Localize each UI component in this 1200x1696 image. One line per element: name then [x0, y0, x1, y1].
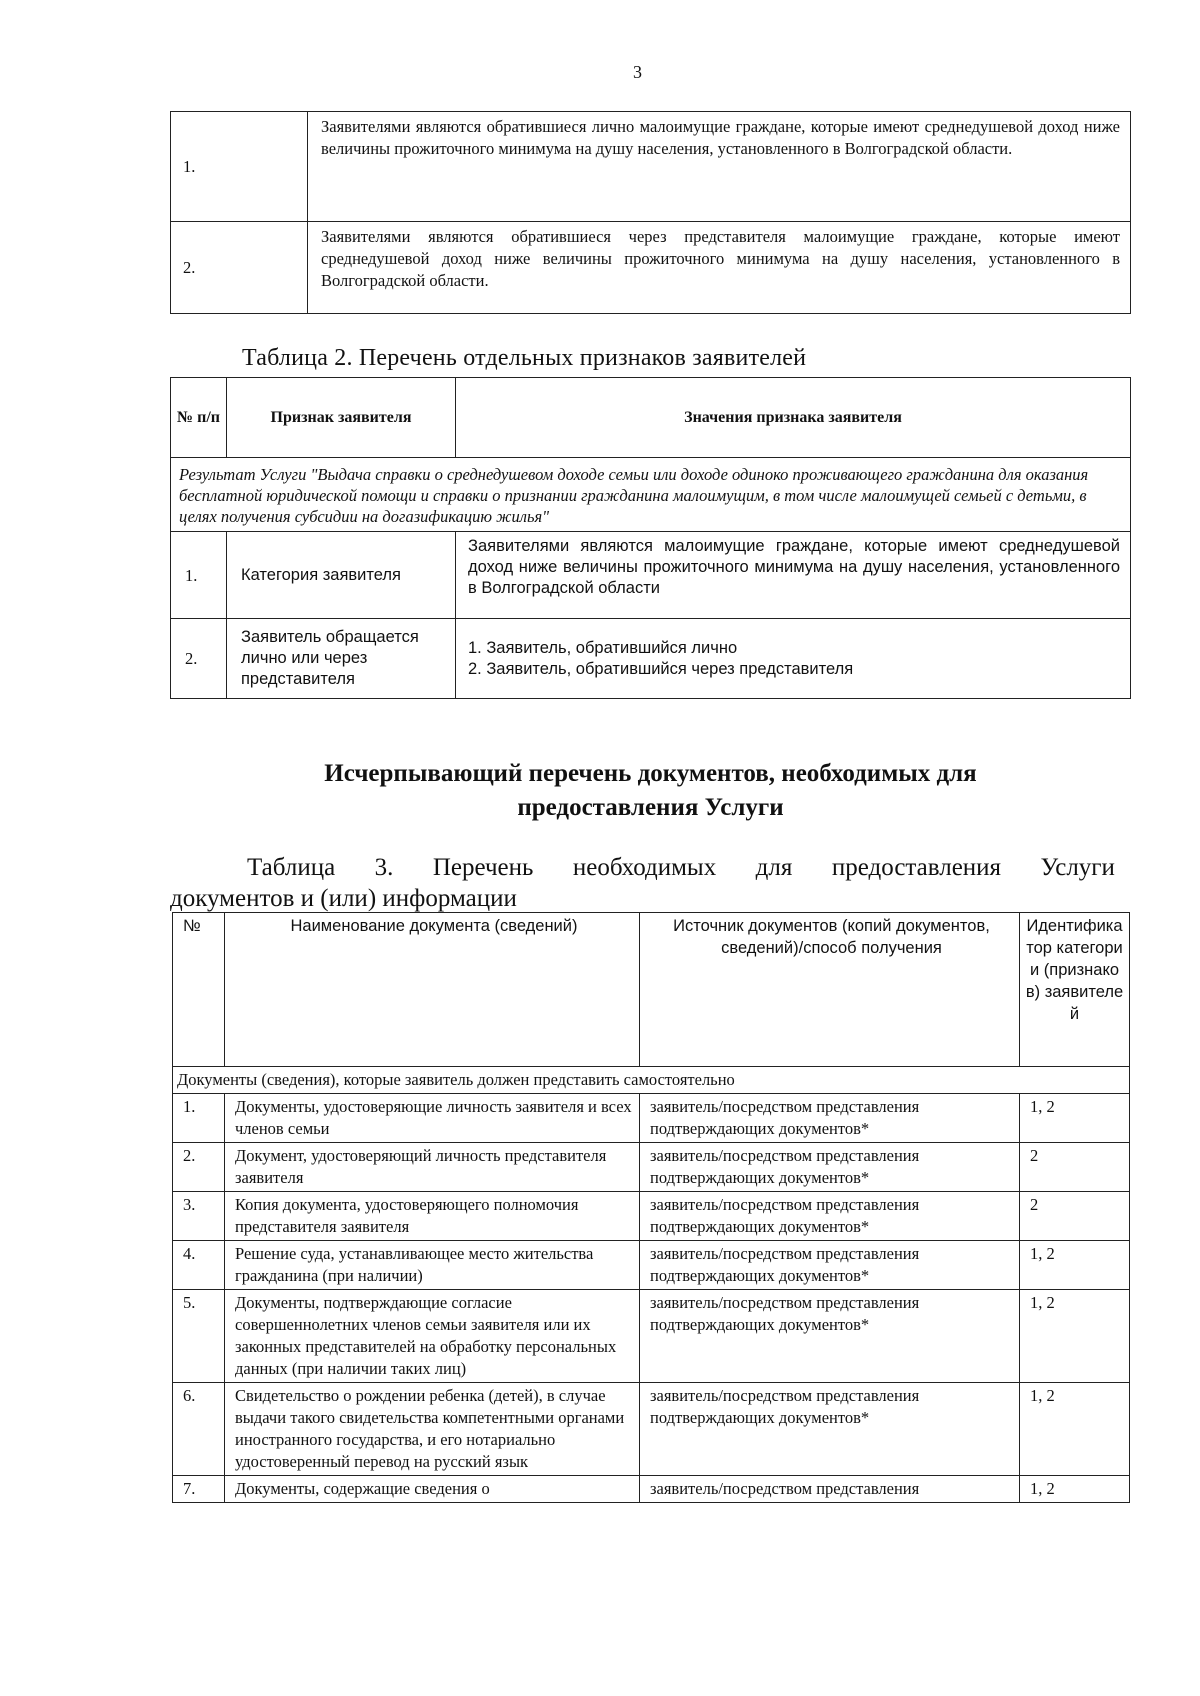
- table-row: [171, 619, 1131, 699]
- row-id: 1, 2: [1020, 1476, 1130, 1503]
- table-row: [171, 532, 1131, 619]
- table-row: [173, 1383, 1130, 1476]
- row-number: 2.: [171, 619, 227, 699]
- row-name: Свидетельство о рождении ребенка (детей), в случае выдачи такого свидетельства компетентными органами иностранного государства, и его нотариально удостоверенный перевод на русский язык: [225, 1383, 640, 1476]
- row-sign: Категория заявителя: [227, 532, 456, 619]
- section-heading: [170, 757, 1131, 825]
- caption-line-2: документов и (или) информации: [170, 885, 517, 912]
- caption-word: 3.: [374, 854, 394, 881]
- row-source: заявитель/посредством представления: [640, 1476, 1020, 1503]
- row-value-2: 2. Заявитель, обратившийся через представителя: [468, 659, 854, 678]
- row-number: 3.: [173, 1192, 225, 1241]
- header-num: № п/п: [171, 378, 227, 458]
- row-number: 1.: [171, 532, 227, 619]
- caption-word: для: [755, 854, 793, 881]
- result-row: [171, 458, 1131, 532]
- row-id: 1, 2: [1020, 1094, 1130, 1143]
- table-header-row: [171, 378, 1131, 458]
- table-row: [171, 222, 1131, 314]
- row-id: 1, 2: [1020, 1290, 1130, 1383]
- row-value: [456, 619, 1131, 699]
- header-id: Идентификатор категории (признаков) заявителей: [1020, 913, 1130, 1067]
- heading-line-1: Исчерпывающий перечень документов, необходимых для: [324, 760, 977, 787]
- section-title: Документы (сведения), которые заявитель должен представить самостоятельно: [173, 1067, 1130, 1094]
- header-name: Наименование документа (сведений): [225, 913, 640, 1067]
- row-number: 7.: [173, 1476, 225, 1503]
- row-name: Решение суда, устанавливающее место жительства гражданина (при наличии): [225, 1241, 640, 1290]
- table-row: [171, 112, 1131, 222]
- table-row: [173, 1143, 1130, 1192]
- caption-word: предоставления: [831, 854, 1002, 881]
- row-id: 1, 2: [1020, 1241, 1130, 1290]
- row-source: заявитель/посредством представления подтверждающих документов*: [640, 1241, 1020, 1290]
- row-source: заявитель/посредством представления подтверждающих документов*: [640, 1094, 1020, 1143]
- row-id: 2: [1020, 1143, 1130, 1192]
- row-name: Документы, содержащие сведения о: [225, 1476, 640, 1503]
- row-number: 1.: [171, 112, 308, 222]
- row-number: 6.: [173, 1383, 225, 1476]
- row-number: 2.: [173, 1143, 225, 1192]
- row-source: заявитель/посредством представления подтверждающих документов*: [640, 1143, 1020, 1192]
- applicants-table: [170, 111, 1131, 314]
- header-num: №: [173, 913, 225, 1067]
- row-name: Документы, удостоверяющие личность заявителя и всех членов семьи: [225, 1094, 640, 1143]
- heading-line-2: предоставления Услуги: [517, 794, 784, 821]
- documents-table: [172, 912, 1130, 1503]
- row-text: Заявителями являются обратившиеся через представителя малоимущие граждане, которые имеют среднедушевой доход ниже величины прожиточного минимума на душу населения, установленного в Волгоградской области.: [308, 222, 1131, 314]
- table3-caption: [170, 852, 1115, 914]
- row-number: 4.: [173, 1241, 225, 1290]
- section-row: [173, 1067, 1130, 1094]
- row-name: Документ, удостоверяющий личность представителя заявителя: [225, 1143, 640, 1192]
- caption-word: Услуги: [1040, 854, 1115, 881]
- table2-caption: Таблица 2. Перечень отдельных признаков заявителей: [242, 345, 807, 371]
- header-values: Значения признака заявителя: [456, 378, 1131, 458]
- row-value: [456, 532, 1131, 619]
- row-number: 5.: [173, 1290, 225, 1383]
- row-sign: Заявитель обращается лично или через представителя: [227, 619, 456, 699]
- caption-word: Таблица: [247, 854, 336, 881]
- table-header-row: [173, 913, 1130, 1067]
- row-source: заявитель/посредством представления подтверждающих документов*: [640, 1290, 1020, 1383]
- row-value-1: 1. Заявитель, обратившийся лично: [468, 638, 738, 657]
- row-source: заявитель/посредством представления подтверждающих документов*: [640, 1192, 1020, 1241]
- table-row: [173, 1241, 1130, 1290]
- table-row: [173, 1192, 1130, 1241]
- service-result: Результат Услуги "Выдача справки о среднедушевом доходе семьи или доходе одиноко проживающего гражданина для оказания бесплатной юридической помощи и справки о признании гражданина малоимущим, в том числе малоимущей семьей с детьми, в целях получения субсидии на догазификацию жилья": [171, 458, 1131, 532]
- header-sign: Признак заявителя: [227, 378, 456, 458]
- row-number: 1.: [173, 1094, 225, 1143]
- row-source: заявитель/посредством представления подтверждающих документов*: [640, 1383, 1020, 1476]
- caption-word: Перечень: [432, 854, 534, 881]
- row-number: 2.: [171, 222, 308, 314]
- row-id: 2: [1020, 1192, 1130, 1241]
- header-source: Источник документов (копий документов, сведений)/способ получения: [640, 913, 1020, 1067]
- table-row: [173, 1290, 1130, 1383]
- table-row: [173, 1476, 1130, 1503]
- applicant-signs-table: [170, 377, 1131, 699]
- row-name: Документы, подтверждающие согласие совершеннолетних членов семьи заявителя или их законных представителей на обработку персональных данных (при наличии таких лиц): [225, 1290, 640, 1383]
- row-id: 1, 2: [1020, 1383, 1130, 1476]
- row-name: Копия документа, удостоверяющего полномочия представителя заявителя: [225, 1192, 640, 1241]
- caption-word: необходимых: [572, 854, 717, 881]
- row-text: Заявителями являются обратившиеся лично малоимущие граждане, которые имеют среднедушевой доход ниже величины прожиточного минимума на душу населения, установленного в Волгоградской области.: [308, 112, 1131, 222]
- table-row: [173, 1094, 1130, 1143]
- page-number: 3: [633, 62, 642, 82]
- row-value-1: Заявителями являются малоимущие граждане, которые имеют среднедушевой доход ниже величины прожиточного минимума на душу населения, установленного в Волгоградской области: [468, 537, 1120, 597]
